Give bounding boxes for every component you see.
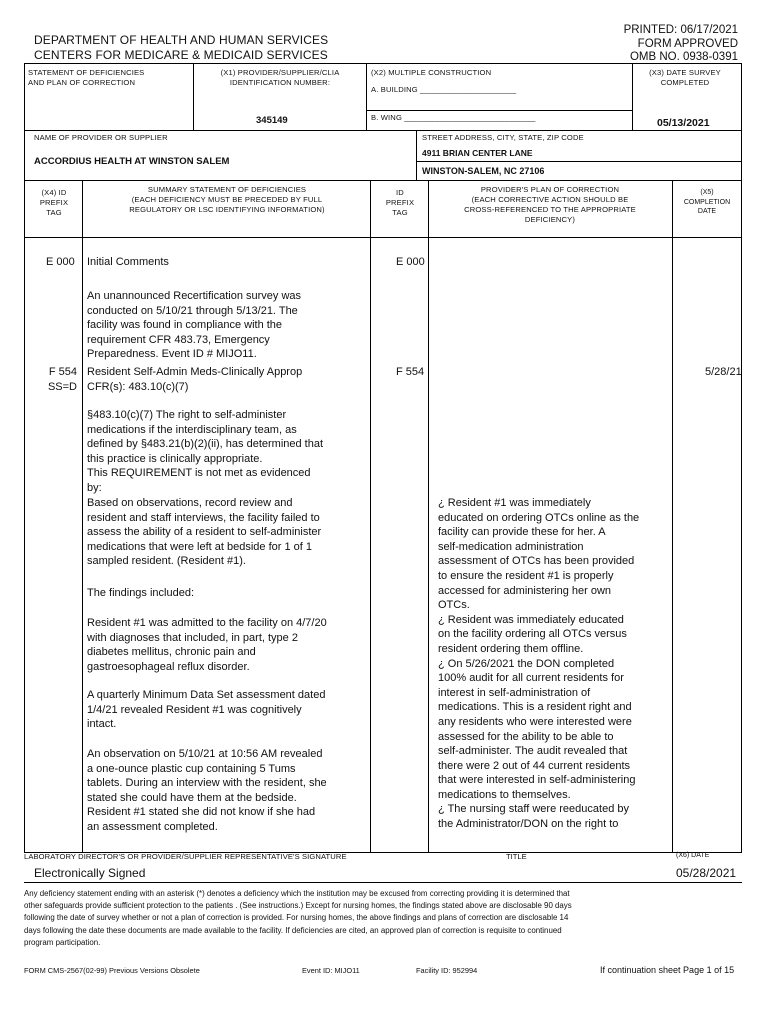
divider	[82, 180, 83, 853]
deficiency-basis: Based on observations, record review and resident and staff interviews, the facility failed to assess the ability of a resident to self-administer medications that were left at bedside for 1 of 1 sampled resident. (Resident #1).	[87, 497, 322, 568]
regulation-text: §483.10(c)(7) The right to self-administer medications if the interdisciplinary team, as defined by §483.21(b)(2)(ii), has determined that this practice is clinically appropriate. This REQUIREMENT is not met as evidenced by:	[87, 409, 324, 494]
finding-admission: Resident #1 was admitted to the facility on 4/7/20 with diagnoses that included, in part, type 2 diabetes mellitus, chronic pain and gastroesophageal reflux disorder.	[87, 617, 327, 673]
e000-id: E 000	[396, 256, 425, 268]
divider	[632, 63, 633, 130]
finding-observation: An observation on 5/10/21 at 10:56 AM revealed a one-ounce plastic cup containing 5 Tums tablets. During an interview with the resident, she stated she could have them at the bedside. Resident #1 stated she did not know if she had an assessment completed.	[87, 748, 327, 833]
x6-date-label: (X6) DATE	[676, 852, 710, 859]
frame-right	[741, 63, 742, 853]
x1-label: (X1) PROVIDER/SUPPLIER/CLIA IDENTIFICATION NUMBER:	[220, 68, 340, 87]
divider	[24, 180, 742, 181]
frame-left	[24, 63, 25, 853]
building-field: A. BUILDING ______________________	[371, 85, 517, 94]
f554-id: F 554	[396, 366, 425, 378]
signature-label: LABORATORY DIRECTOR'S OR PROVIDER/SUPPLIER REPRESENTATIVE'S SIGNATURE	[24, 852, 347, 861]
finding-mds: A quarterly Minimum Data Set assessment dated 1/4/21 revealed Resident #1 was cognitively intact.	[87, 689, 326, 731]
x4-header: (X4) ID PREFIX TAG	[39, 188, 69, 217]
signature-value: Electronically Signed	[34, 866, 146, 880]
findings-heading: The findings included:	[87, 587, 195, 599]
divider	[428, 180, 429, 853]
summary-header: SUMMARY STATEMENT OF DEFICIENCIES (EACH DEFICIENCY MUST BE PRECEDED BY FULL REGULATORY OR LSC IDENTIFYING INFORMATION)	[129, 185, 325, 214]
x3-label: (X3) DATE SURVEY COMPLETED	[649, 68, 721, 87]
address-label: STREET ADDRESS, CITY, STATE, ZIP CODE	[422, 133, 584, 142]
page-indicator: If continuation sheet Page 1 of 15	[600, 965, 735, 975]
e000-title: Initial Comments	[87, 256, 169, 268]
signature-date: 05/28/2021	[676, 866, 737, 880]
agency-header	[34, 33, 328, 63]
e000-comments: An unannounced Recertification survey was conducted on 5/10/21 through 5/13/21. The facility was found in compliance with the requirement CFR 483.73, Emergency Preparedness. Event ID # MIJO11.	[87, 290, 302, 361]
disclaimer-text: Any deficiency statement ending with an asterisk (*) denotes a deficiency which the institution may be excused from correcting providing it is determined that other safeguards provide sufficient protection to the patients . (See instructions.) Except for nursing homes, the findings stated above are disclosable 90 days following the date of survey whether or not a plan of correction is provided. For nursing homes, the above findings and plans of correction are disclosable 14 days following the date these documents are made available to the facility. If deficiencies are cited, an approved plan of correction is requisite to continued program participation.	[24, 889, 572, 947]
event-id: Event ID: MIJO11	[302, 966, 360, 975]
x5-header: (X5) COMPLETION DATE	[683, 189, 731, 215]
divider	[416, 161, 742, 162]
wing-field: B. WING ______________________________	[371, 113, 536, 122]
city-state-zip: WINSTON-SALEM, NC 27106	[422, 166, 545, 176]
f554-completion-date: 5/28/21	[705, 366, 742, 378]
f554-title: Resident Self-Admin Meds-Clinically Approp CFR(s): 483.10(c)(7)	[87, 366, 303, 393]
centers-name: CENTERS FOR MEDICARE & MEDICAID SERVICES	[34, 48, 328, 62]
plan-header: PROVIDER'S PLAN OF CORRECTION (EACH CORRECTIVE ACTION SHOULD BE CROSS-REFERENCED TO THE APPROPRIATE DEFICIENCY)	[464, 185, 636, 224]
frame-top	[24, 63, 742, 64]
divider	[24, 237, 742, 238]
f554-tag: F 554 SS=D	[47, 366, 77, 393]
department-name: DEPARTMENT OF HEALTH AND HUMAN SERVICES	[34, 33, 329, 47]
title-label: TITLE	[506, 852, 527, 861]
divider	[672, 180, 673, 853]
provider-number: 345149	[256, 115, 288, 126]
divider	[24, 882, 742, 883]
printed-date: PRINTED: 06/17/2021	[623, 24, 738, 36]
street-address: 4911 BRIAN CENTER LANE	[422, 148, 533, 158]
omb-number: OMB NO. 0938-0391	[629, 51, 738, 63]
plan-of-correction: ¿ Resident #1 was immediately educated on ordering OTCs online as the facility can provide these for her. A self-medication administration assessment of OTCs has been provided to ensure the resident #1 is properly accessed for administering her own OTCs. ¿ Resident was immediately educated on the facility ordering all OTCs versus resident ordering them offline. ¿ On 5/26/2021 the DON completed 100% audit for all current residents for interest in self-administration of medications. This is a resident right and any residents who were interested were assessed for the ability to be able to self-administer. The audit revealed that there were 2 out of 44 current residents that were interested in self-administering medications to themselves. ¿ The nursing staff were reeducated by the Administrator/DON on the right to	[438, 497, 640, 831]
statement-label: STATEMENT OF DEFICIENCIES AND PLAN OF CORRECTION	[28, 68, 145, 87]
form-status	[624, 24, 738, 65]
x2-label: (X2) MULTIPLE CONSTRUCTION	[371, 68, 492, 77]
form-number: FORM CMS-2567(02-99) Previous Versions Obsolete	[24, 966, 200, 975]
divider	[416, 130, 417, 180]
divider	[370, 180, 371, 853]
form-approved: FORM APPROVED	[637, 37, 738, 50]
divider	[193, 63, 194, 130]
provider-name: ACCORDIUS HEALTH AT WINSTON SALEM	[34, 156, 230, 167]
divider	[24, 130, 742, 131]
divider	[366, 110, 633, 111]
id-header: ID PREFIX TAG	[385, 188, 415, 217]
survey-date: 05/13/2021	[657, 117, 710, 129]
e000-tag: E 000	[46, 256, 75, 268]
facility-id: Facility ID: 952994	[416, 966, 478, 975]
provider-name-label: NAME OF PROVIDER OR SUPPLIER	[34, 133, 168, 142]
divider	[366, 63, 367, 130]
